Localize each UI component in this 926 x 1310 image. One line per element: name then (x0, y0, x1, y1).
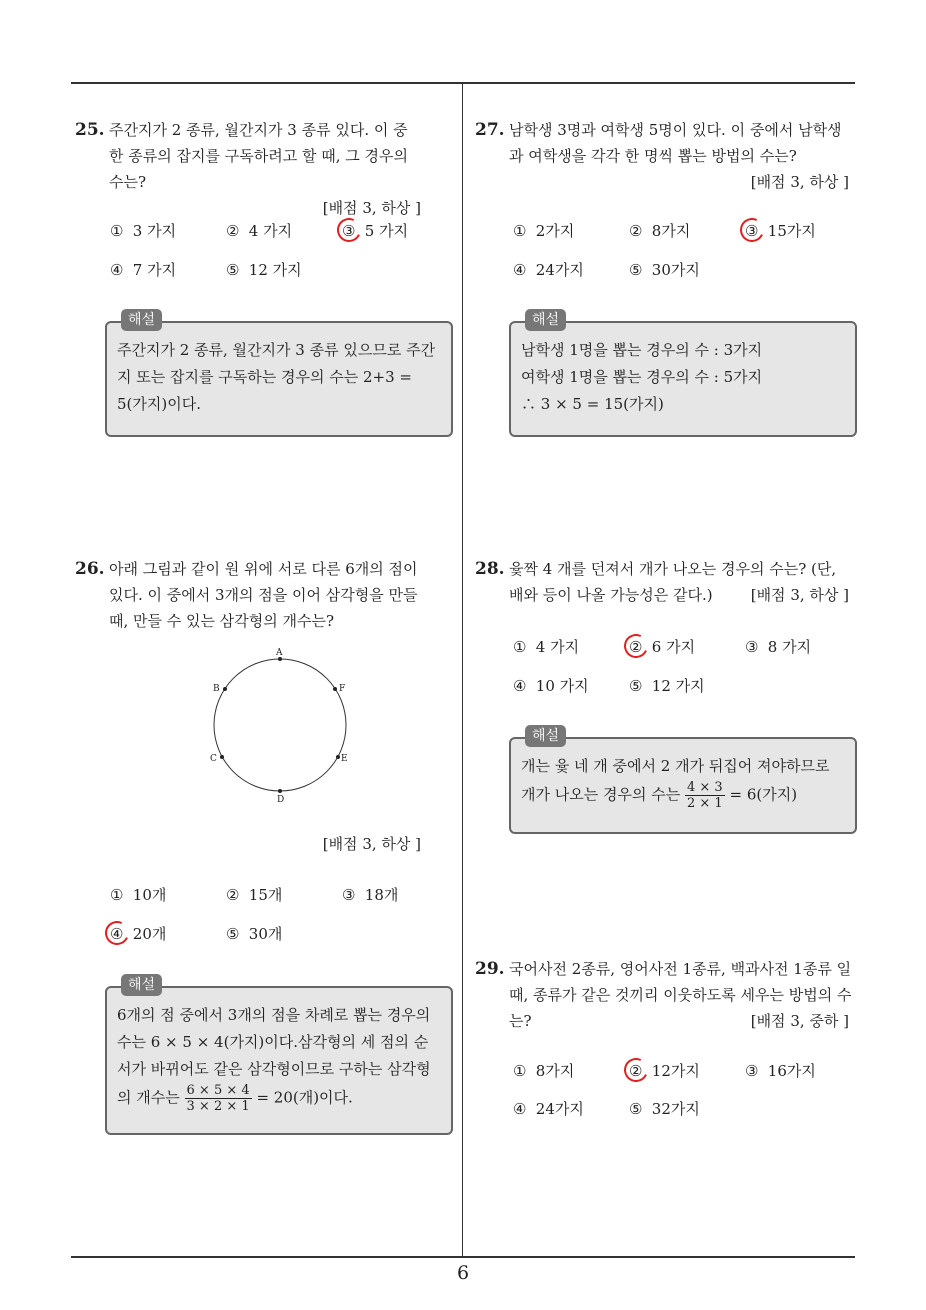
solution-box (105, 977, 453, 1135)
solution-label: 해설 (121, 974, 162, 996)
question-26 (75, 556, 425, 634)
point-label-b: B (213, 684, 220, 694)
choice-3[interactable]: ③ 18개 (342, 886, 399, 904)
choice-1[interactable]: ① 2가지 (513, 222, 575, 240)
choice-4[interactable]: ④ 20개 (110, 925, 167, 943)
choice-3[interactable]: ③ 5 가지 (342, 222, 409, 240)
choice-1[interactable]: ① 10개 (110, 886, 167, 904)
solution-text: 개는 윷 네 개 중에서 2 개가 뒤집어 져야하므로 (521, 757, 830, 775)
choice-1[interactable]: ① 8가지 (513, 1062, 575, 1080)
choice-4[interactable]: ④ 7 가지 (110, 261, 177, 279)
choice-4[interactable]: ④ 24가지 (513, 1100, 584, 1118)
bottom-rule (71, 1256, 855, 1258)
choice-3[interactable]: ③ 16가지 (745, 1062, 816, 1080)
choice-5[interactable]: ⑤ 12 가지 (226, 261, 302, 279)
column-divider (462, 84, 463, 1257)
question-number: 25. (75, 120, 105, 140)
choice-5[interactable]: ⑤ 30개 (226, 925, 283, 943)
solution-line: ∴ 3 × 5 = 15(가지) (521, 395, 664, 413)
question-number: 27. (475, 120, 505, 140)
choice-4[interactable]: ④ 24가지 (513, 261, 584, 279)
choice-4[interactable]: ④ 10 가지 (513, 677, 589, 695)
choice-2[interactable]: ② 6 가지 (629, 638, 696, 656)
point-label-e: E (341, 754, 348, 764)
question-27 (475, 117, 853, 195)
choice-1[interactable]: ① 4 가지 (513, 638, 580, 656)
question-29 (475, 956, 853, 1034)
question-number: 29. (475, 959, 505, 979)
question-text: 윷짝 4 개를 던져서 개가 나오는 경우의 수는? (단, 배와 등이 나올 가능성은 같다.) (509, 560, 837, 604)
solution-box (105, 312, 453, 437)
solution-label: 해설 (525, 309, 566, 331)
choice-3[interactable]: ③ 15가지 (745, 222, 816, 240)
circle-diagram (200, 645, 360, 805)
point-label-c: C (210, 754, 217, 764)
solution-box (509, 312, 857, 437)
question-text: 주간지가 2 종류, 월간지가 3 종류 있다. 이 중 한 종류의 잡지를 구독하려고 할 때, 그 경우의 수는? (109, 121, 408, 191)
question-text: 아래 그림과 같이 원 위에 서로 다른 6개의 점이 있다. 이 중에서 3개의 점을 이어 삼각형을 만들 때, 만들 수 있는 삼각형의 개수는? (109, 560, 418, 630)
choice-5[interactable]: ⑤ 30가지 (629, 261, 700, 279)
top-rule (71, 82, 855, 84)
solution-text: 6개의 점 중에서 3개의 점을 차례로 뽑는 경우의 수는 6 × 5 × 4(가지)이다.삼각형의 세 점의 순서가 바뀌어도 같은 삼각형이므로 구하는 삼각형의 개수는 (117, 1006, 431, 1107)
question-meta: [배점 3, 하상 ] (322, 835, 421, 853)
question-meta: [배점 3, 하상 ] (750, 586, 849, 604)
choice-2[interactable]: ② 4 가지 (226, 222, 293, 240)
solution-line: 개가 나오는 경우의 수는 $\frac{4 \times 3}{2 \times 1}$ = 6(가지) (521, 780, 798, 811)
question-text: 남학생 3명과 여학생 5명이 있다. 이 중에서 남학생과 여학생을 각각 한 명씩 뽑는 방법의 수는? (509, 121, 842, 165)
solution-text-end: = 20(개)이다. (256, 1088, 353, 1107)
question-meta: [배점 3, 하상 ] (750, 173, 849, 191)
solution-box (509, 728, 857, 834)
question-number: 28. (475, 559, 505, 579)
question-28 (475, 556, 853, 608)
choice-3[interactable]: ③ 8 가지 (745, 638, 812, 656)
choice-2[interactable]: ② 8가지 (629, 222, 691, 240)
point-label-a: A (276, 648, 283, 658)
solution-label: 해설 (525, 725, 566, 747)
question-number: 26. (75, 559, 105, 579)
solution-label: 해설 (121, 309, 162, 331)
point-label-d: D (277, 795, 285, 805)
solution-line: 여학생 1명을 뽑는 경우의 수 : 5가지 (521, 368, 763, 386)
question-25 (75, 117, 425, 221)
choice-2[interactable]: ② 15개 (226, 886, 283, 904)
question-meta: [배점 3, 하상 ] (322, 199, 421, 217)
solution-line: 남학생 1명을 뽑는 경우의 수 : 3가지 (521, 341, 763, 359)
choice-2[interactable]: ② 12가지 (629, 1062, 700, 1080)
fraction: $\frac{6 \times 5 \times 4}{3 \times 2 \times 1}$ (186, 1083, 250, 1114)
choice-1[interactable]: ① 3 가지 (110, 222, 177, 240)
page-number: 6 (456, 1262, 470, 1284)
solution-text: 주간지가 2 종류, 월간지가 3 종류 있으므로 주간지 또는 잡지를 구독하는 경우의 수는 2+3 = 5(가지)이다. (117, 341, 436, 413)
question-26-meta (75, 831, 425, 857)
point-label-f: F (339, 684, 346, 694)
question-text: 국어사전 2종류, 영어사전 1종류, 백과사전 1종류 일 때, 종류가 같은 것끼리 이웃하도록 세우는 방법의 수는? (509, 960, 852, 1030)
fraction: $\frac{4 \times 3}{2 \times 1}$ (687, 780, 723, 811)
choice-5[interactable]: ⑤ 32가지 (629, 1100, 700, 1118)
question-meta: [배점 3, 중하 ] (750, 1012, 849, 1030)
choice-5[interactable]: ⑤ 12 가지 (629, 677, 705, 695)
